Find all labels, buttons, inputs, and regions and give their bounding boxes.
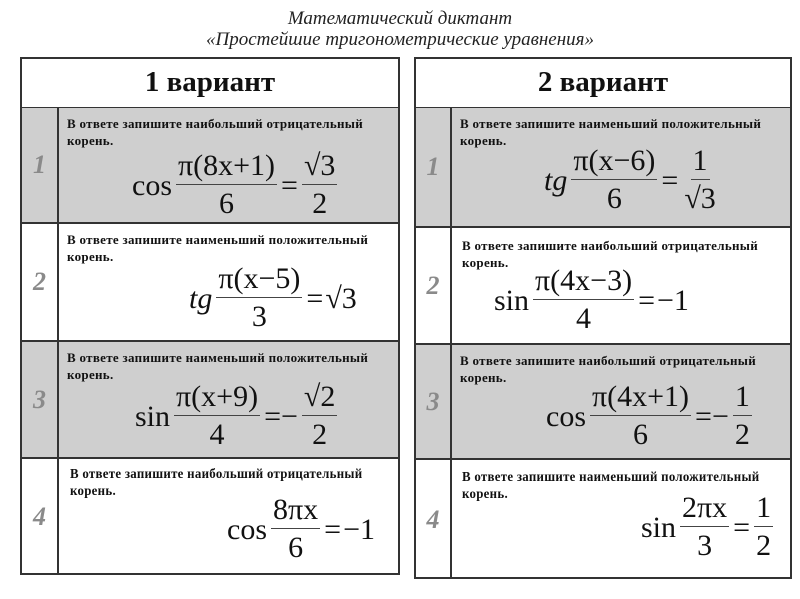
- trig-function: cos: [546, 399, 586, 433]
- variant-2-table: [414, 57, 792, 579]
- equals-sign: =: [638, 283, 655, 317]
- trig-function: tg: [189, 281, 213, 315]
- denominator: 6: [606, 182, 622, 215]
- denominator: 6: [633, 418, 649, 451]
- rhs-fraction: [302, 148, 337, 223]
- argument-fraction: [571, 143, 657, 218]
- numerator: 8πx: [271, 492, 320, 529]
- rhs-fraction: [754, 490, 773, 565]
- rhs-fraction: [682, 143, 717, 218]
- argument-fraction: [680, 490, 729, 565]
- task-number: 1: [22, 108, 59, 222]
- numerator: √3: [302, 148, 337, 185]
- task-instruction: В ответе запишите наименьший положительный корень.: [67, 232, 369, 264]
- trig-function: sin: [641, 510, 677, 544]
- equation: [641, 490, 775, 565]
- rhs-value: −1: [343, 512, 375, 546]
- denominator: 2: [734, 418, 750, 451]
- equation: [544, 143, 720, 218]
- title-line-1: Математический диктант: [287, 8, 513, 29]
- rhs-value: −1: [656, 283, 689, 317]
- variant-1-table: [20, 57, 400, 575]
- trig-function: sin: [494, 283, 530, 317]
- numerator: π(4x−3): [533, 263, 634, 300]
- denominator: 2: [312, 418, 328, 451]
- task-number: 2: [416, 228, 452, 343]
- variant-header: 2 вариант: [416, 59, 790, 110]
- title-line-2: «Простейшие тригонометрические уравнения»: [206, 29, 594, 50]
- denominator: 2: [312, 187, 328, 220]
- task-row: [416, 345, 790, 460]
- trig-function: cos: [132, 168, 172, 202]
- task-row: [416, 108, 790, 228]
- task-instruction: В ответе запишите наибольший отрицательный корень.: [462, 238, 759, 270]
- task-number: 2: [22, 224, 59, 340]
- equals-sign: =: [733, 510, 751, 544]
- denominator: 4: [209, 418, 225, 451]
- rhs-fraction: [302, 379, 337, 454]
- task-row: [22, 459, 398, 575]
- variant-header: 1 вариант: [22, 59, 398, 110]
- argument-fraction: [590, 379, 691, 454]
- equation: [189, 261, 357, 336]
- task-instruction: В ответе запишите наибольший отрицательный корень.: [67, 116, 364, 148]
- argument-fraction: [271, 492, 320, 567]
- denominator: 2: [756, 529, 772, 562]
- denominator: √3: [684, 182, 716, 215]
- rhs-value: √3: [325, 281, 357, 315]
- denominator: 6: [219, 187, 235, 220]
- rhs-fraction: [733, 379, 752, 454]
- numerator: π(x+9): [174, 379, 260, 416]
- task-instruction: В ответе запишите наибольший отрицательный корень.: [70, 467, 363, 499]
- argument-fraction: [176, 148, 277, 223]
- task-number: 3: [416, 345, 452, 458]
- trig-function: sin: [135, 399, 171, 433]
- numerator: 1: [691, 143, 710, 180]
- equals-sign: =: [324, 512, 342, 546]
- numerator: 1: [754, 490, 773, 527]
- task-instruction: В ответе запишите наименьший положительный корень.: [67, 350, 369, 382]
- denominator: 6: [288, 531, 304, 564]
- task-number: 1: [416, 108, 452, 226]
- numerator: π(x−6): [571, 143, 657, 180]
- equation: [227, 492, 375, 567]
- task-number: 4: [22, 459, 59, 575]
- equals-sign: =: [661, 163, 679, 197]
- task-row: [416, 460, 790, 579]
- numerator: 2πx: [680, 490, 729, 527]
- task-row: [22, 224, 398, 342]
- equals-sign: =−: [264, 399, 298, 433]
- numerator: π(x−5): [216, 261, 302, 298]
- task-number: 3: [22, 342, 59, 457]
- equals-sign: =−: [695, 399, 729, 433]
- task-row: [22, 342, 398, 459]
- equation: [546, 379, 754, 454]
- equation: [135, 379, 339, 454]
- equals-sign: =: [281, 168, 298, 202]
- task-instruction: В ответе запишите наибольший отрицательный корень.: [460, 353, 757, 385]
- trig-function: cos: [227, 512, 267, 546]
- task-instruction: В ответе запишите наименьший положительный корень.: [462, 470, 760, 502]
- numerator: π(8x+1): [176, 148, 277, 185]
- numerator: π(4x+1): [590, 379, 691, 416]
- numerator: 1: [733, 379, 752, 416]
- denominator: 4: [576, 302, 592, 335]
- argument-fraction: [533, 263, 634, 338]
- argument-fraction: [174, 379, 260, 454]
- denominator: 3: [697, 529, 713, 562]
- trig-function: tg: [544, 163, 568, 197]
- task-number: 4: [416, 460, 452, 579]
- numerator: √2: [302, 379, 337, 416]
- task-row: [22, 108, 398, 224]
- denominator: 3: [251, 300, 267, 333]
- equation: [132, 148, 339, 223]
- equals-sign: =: [306, 281, 324, 315]
- argument-fraction: [216, 261, 302, 336]
- task-instruction: В ответе запишите наименьший положительный корень.: [460, 116, 762, 148]
- equation: [494, 263, 689, 338]
- task-row: [416, 228, 790, 345]
